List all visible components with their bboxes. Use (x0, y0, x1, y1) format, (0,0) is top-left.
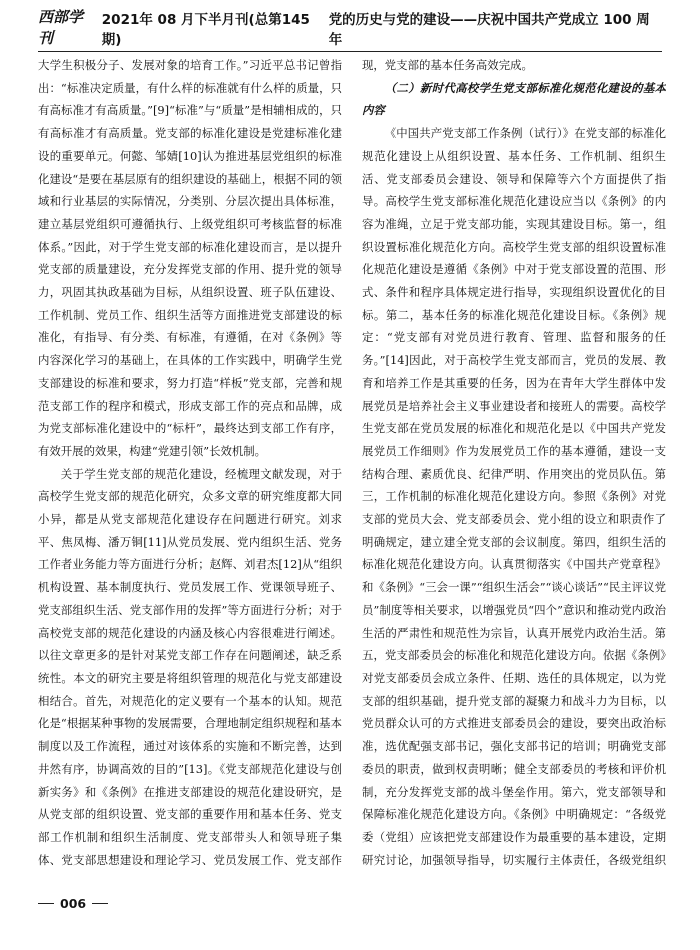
running-header (38, 8, 662, 52)
header-left (38, 6, 329, 48)
page-number: 006 (60, 895, 87, 911)
left-column (38, 54, 342, 876)
left-paragraph-2: 关于学生党支部的规范化建设，经梳理文献发现，对于高校学生党支部的规范化研究，众多文章的研究维度都大同小异，都是从党支部规范化建设存在问题进行研究。刘求平、焦凤梅、潘万铜[11]从党员发展、党内组织生活、党务工作者业务能力等方面进行分析；赵辉、刘君杰[12]从“组织机构设置、基本制度执行、党员发展工作、党课领导班子、党支部组织生活、党支部作用的发挥”等方面进行分析；对于高校党支部的规范化建设的内涵及核心内容很难进行阐述。以往文章更多的是针对某党支部工作存在问题阐述，缺乏系统性。本文的研究主要是将组织管理的规范化与党支部建设相结合。首先，对规范化的定义要有一个基本的认知。规范化是“根据某种事物的发展需要，合理地制定组织规程和基本制度以及工作流程，通过对该体系的实施和不断完善，达到井然有序，协调高效的目的”[13]。《党支部规范化建设与创新实务》和《条例》在推进支部建设的规范化建设研究，是从党支部的组织设置、党支部的重要作用和基本任务、党支部工作机制和组织生活制度、党支部带头人和领导班子集体、党支部思想建设和理论学习、党员发展工作、党支部作 (38, 466, 342, 867)
footer-dash-right (92, 903, 108, 904)
journal-logo: 西部学刊 (38, 8, 84, 47)
right-intro: 现，党支部的基本任务高效完成。 (362, 58, 533, 72)
footer-dash-left (38, 903, 54, 904)
right-column (362, 54, 666, 876)
section-subheading: （二）新时代高校学生党支部标准化规范化建设的基本内容 (362, 80, 666, 118)
section-title: 党的历史与党的建设——庆祝中国共产党成立 100 周年 (328, 12, 650, 48)
issue-label: 2021年 08 月下半月刊(总第145期) (101, 12, 310, 48)
page-footer (38, 893, 108, 913)
right-paragraph-1: 《中国共产党支部工作条例（试行）》在党支部的标准化规范化建设上从组织设置、基本任务、工作机制、组织生活、党支部委员会建设、领导和保障等六个方面提供了指导。高校学生党支部标准化规范化建设应当以《条例》的内容为准绳，立足于党支部功能，实现其建设目标。第一，组织设置标准化规范化方向。高校学生党支部的组织设置标准化规范化建设是遵循《条例》中对于党支部设置的范围、形式、条件和程序具体规定进行指导，实现组织设置优化的目标。第二，基本任务的标准化规范化建设目标。《条例》规定：“党支部有对党员进行教育、管理、监督和服务的任务。”[14]因此，对于高校学生党支部而言，党员的发展、教育和培养工作是其重要的任务，因为在青年大学生群体中发展党员是培养社会主义事业建设者和接班人的需要。高校学生党支部在党员发展的标准化和规范化是以《中国共产党发展党员工作细则》作为发展党员工作的基本遵循，建设一支结构合理、素质优良、纪律严明、作用突出的党员队伍。第三，工作机制的标准化规范化建设方向。参照《条例》对党支部的党员大会、党支部委员会、党小组的设立和职责作了明确规定，建立建全党支部的会议制度。第四，组织生活的标准化规范化建设方向。认真贯彻落实《中国共产党章程》和《条例》“三会一课”“组织生活会”“谈心谈话”“民主评议党员”制度等相关要求，以增强党员“四个”意识和推动党内政治生活的严肃性和规范性为宗旨，认真开展党内政治生活。第五，党支部委员会的标准化和规范化建设方向。依据《条例》对党支部委员会成立条件、任期、选任的具体规定，以为党支部的组织基础，提升党支部的凝聚力和战斗力为目标，以党员群众认可的方式推进支部委员会的建设，要突出政治标准，选优配强支部书记，强化支部书记的培训；明确党支部委员的职责，做到权责明晰；健全支部委员的考核和评价机制，充分发挥党支部的战斗堡垒作用。第六，党支部领导和保障标准化规范化建设方向。《条例》中明确规定：“各级党委（党组）应该把党支部建设作为最重要的基本建设，定期研究讨论，加强领导指导，切实履行主体责任，各级党组织 (362, 126, 666, 867)
left-paragraph-1: 大学生积极分子、发展对象的培育工作。”习近平总书记曾指出：“标准决定质量，有什么样的标准就有什么样的质量，只有高标准才有高质量。”[9]“标准”与“质量”是相辅相成的，只有高标准才有高质量。党支部的标准化建设是党建标准化建设的重要单元。何懿、邹婧[10]认为推进基层党组织的标准化建设“是要在基层原有的组织建设的基础上，根据不同的领域和行业基层的实际情况，分类别、分层次提出具体标准，建立基层党组织可遵循执行、上级党组织可考核监督的标准体系。”因此，对于学生党支部的标准化建设而言，是以提升党支部的质量建设，充分发挥党支部的作用、提升党的领导力，巩固其执政基础为目标，从组织设置、班子队伍建设、工作机制、党员工作、组织生活等方面推进党支部建设的标准化，有指导、有分类、有标准，有遵循，在对《条例》等内容深化学习的基础上，在具体的工作实践中，明确学生党支部建设的标准和要求，努力打造“样板”党支部，完善和规范支部工作的程序和模式，形成支部工作的亮点和品牌，成为党支部标准化建设中的“标杆”，最终达到支部工作有序，有效开展的效果，构建“党建引领”长效机制。 (38, 58, 342, 458)
